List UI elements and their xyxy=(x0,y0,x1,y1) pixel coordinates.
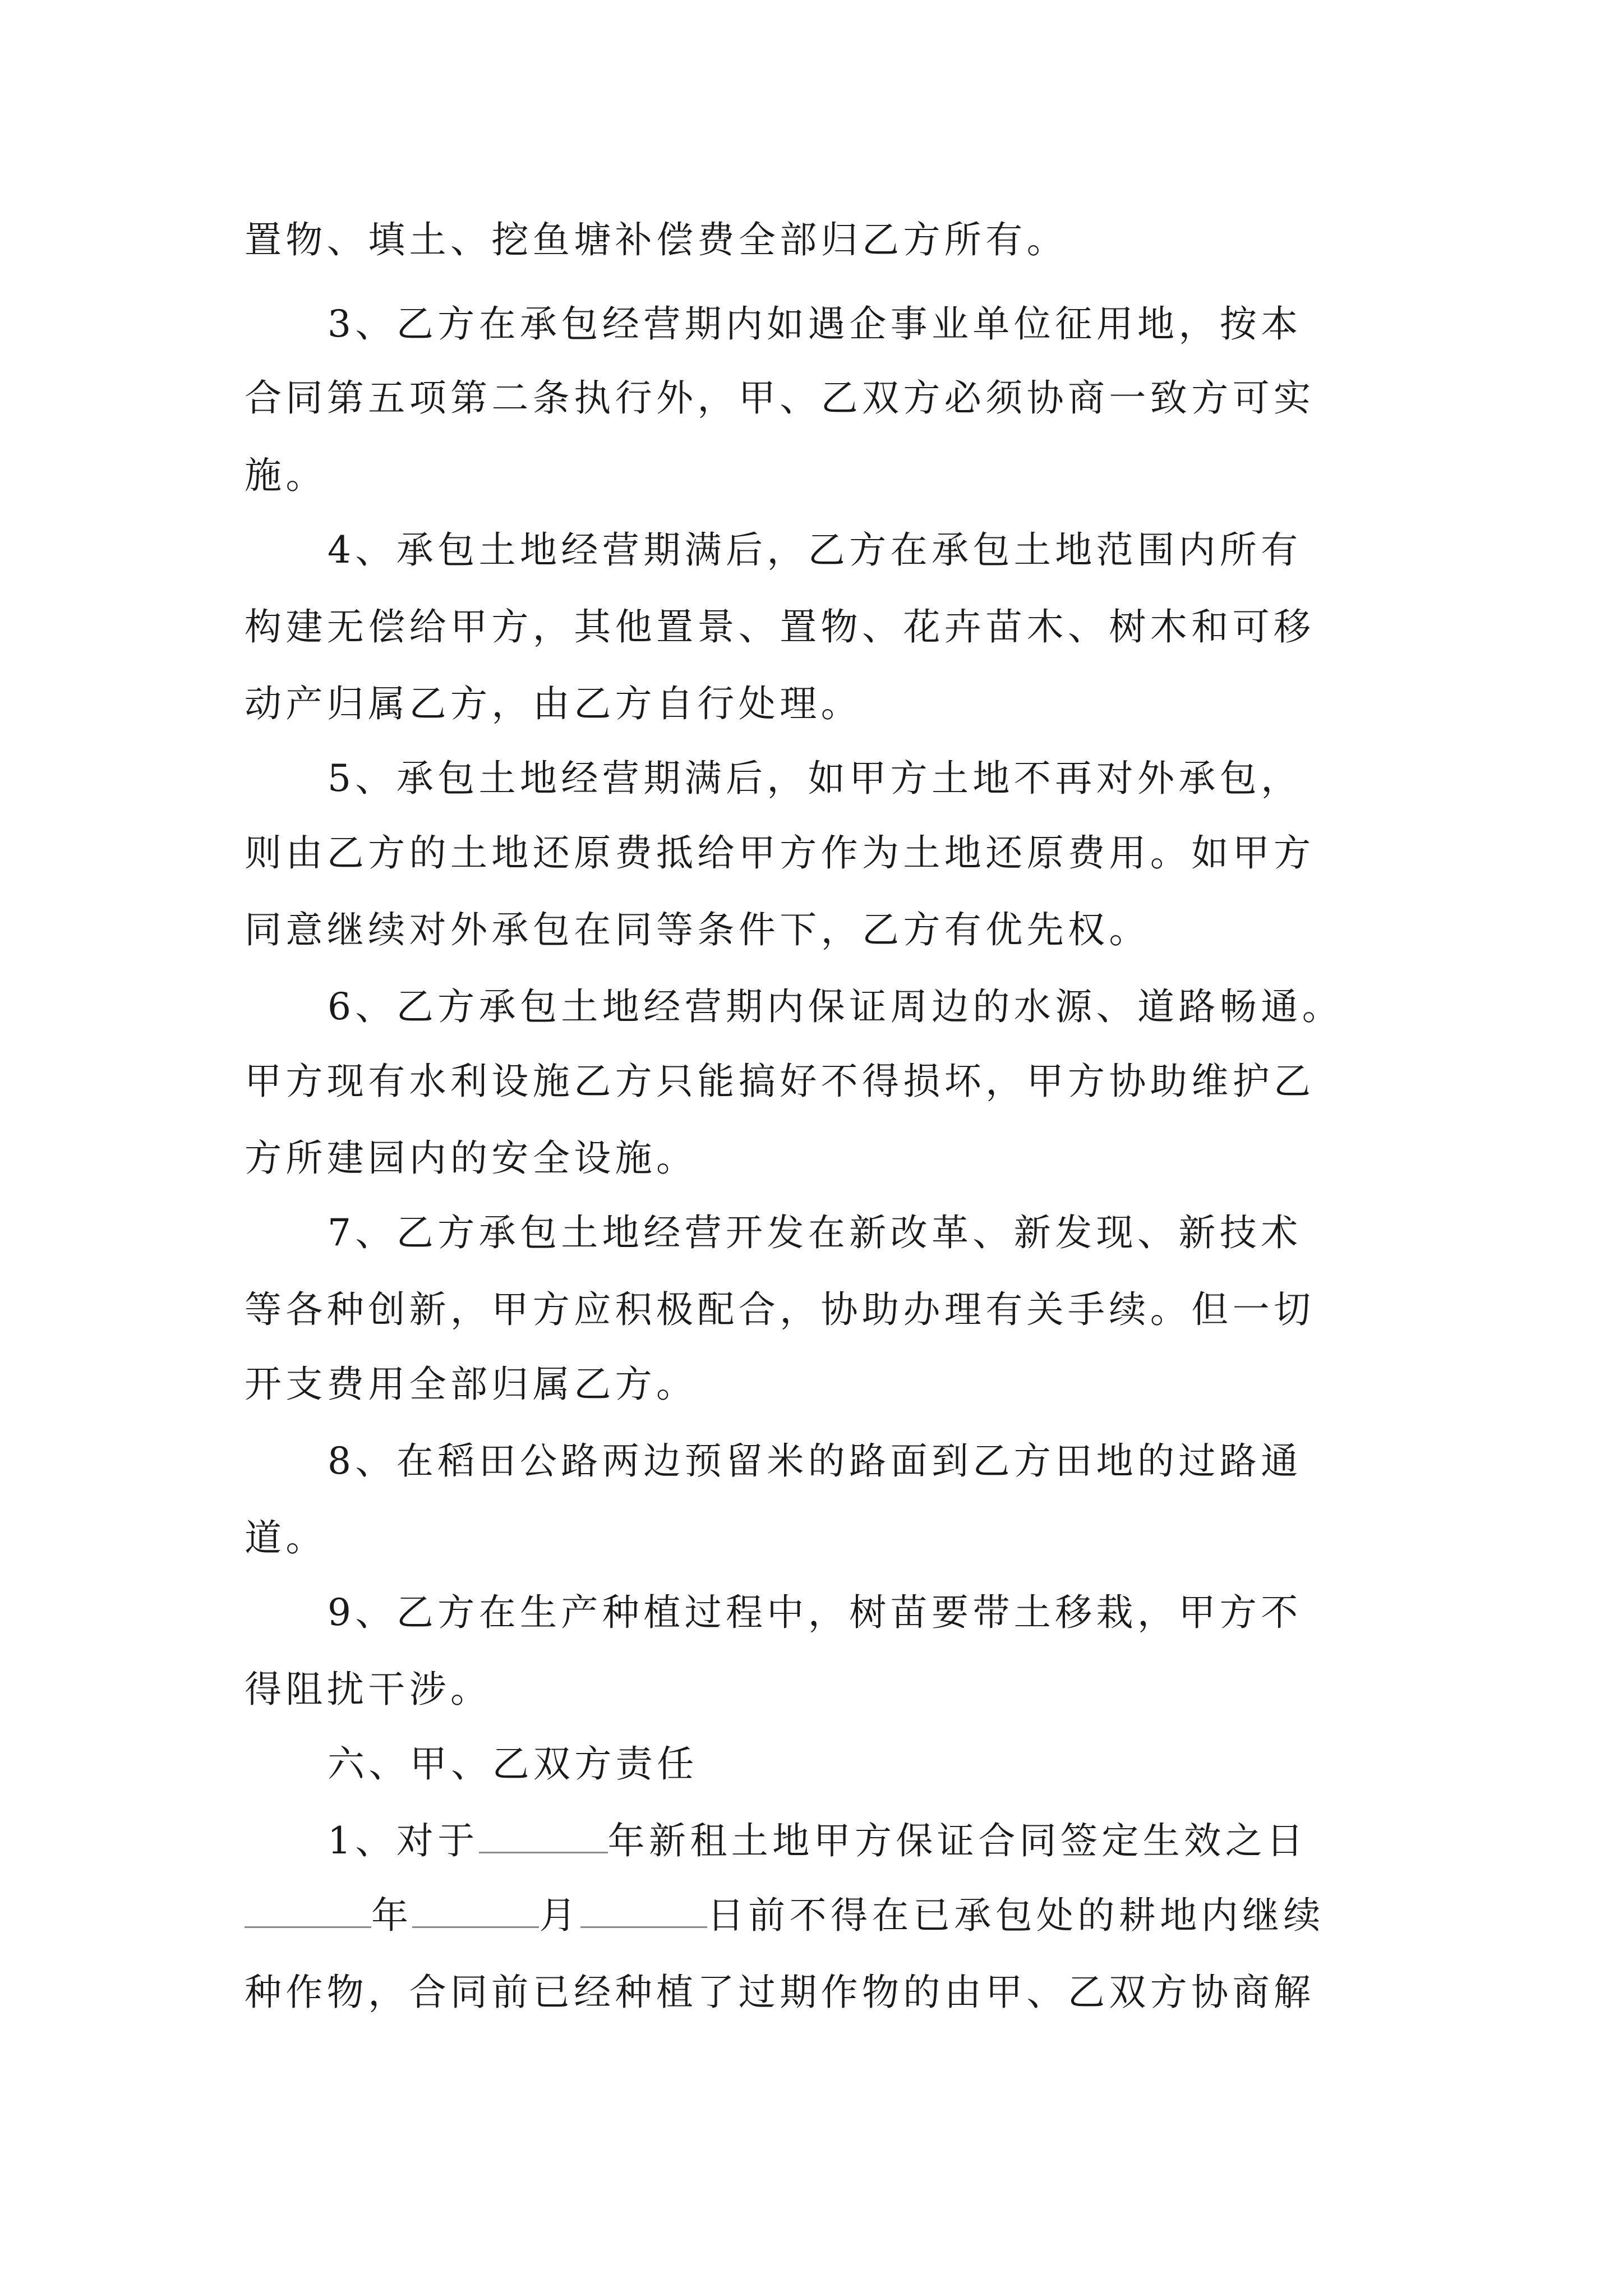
text-line: 等各种创新，甲方应积极配合，协助办理有关手续。但一切 xyxy=(245,1288,1315,1331)
text-line: 则由乙方的土地还原费抵给甲方作为土地还原费用。如甲方 xyxy=(245,831,1315,875)
text-line: 7、乙方承包土地经营开发在新改革、新发现、新技术 xyxy=(328,1211,1302,1254)
text-line: 道。 xyxy=(245,1516,327,1559)
text-line: 置物、填土、挖鱼塘补偿费全部归乙方所有。 xyxy=(245,218,1068,261)
year-blank xyxy=(479,1819,608,1853)
text-fragment: 1、对于 xyxy=(328,1819,479,1862)
month-blank xyxy=(412,1894,539,1928)
month-label: 月 xyxy=(539,1894,580,1937)
text-fragment: 日前不得在已承包处的耕地内继续 xyxy=(707,1894,1325,1937)
text-line: 动产归属乙方，由乙方自行处理。 xyxy=(245,682,862,725)
section-heading: 六、甲、乙双方责任 xyxy=(328,1742,698,1786)
year-blank xyxy=(245,1894,371,1928)
text-line: 构建无偿给甲方，其他置景、置物、花卉苗木、树木和可移 xyxy=(245,605,1315,648)
text-line: 种作物，合同前已经种植了过期作物的由甲、乙双方协商解 xyxy=(245,1971,1315,2014)
text-line: 开支费用全部归属乙方。 xyxy=(245,1363,698,1406)
text-line: 施。 xyxy=(245,454,327,497)
text-line-with-blank xyxy=(328,1816,1393,1866)
text-fragment: 年新租土地甲方保证合同签定生效之日 xyxy=(607,1819,1308,1862)
text-line: 3、乙方在承包经营期内如遇企事业单位征用地，按本 xyxy=(328,302,1302,346)
text-line: 5、承包土地经营期满后，如甲方土地不再对外承包， xyxy=(328,757,1302,800)
text-line: 8、在稻田公路两边预留米的路面到乙方田地的过路通 xyxy=(328,1439,1302,1483)
day-blank xyxy=(580,1894,707,1928)
text-line: 6、乙方承包土地经营期内保证周边的水源、道路畅通。 xyxy=(328,985,1343,1028)
text-line: 得阻扰干涉。 xyxy=(245,1668,492,1711)
text-line-with-blanks xyxy=(245,1890,1389,1941)
text-line: 方所建园内的安全设施。 xyxy=(245,1137,698,1180)
text-line: 9、乙方在生产种植过程中，树苗要带土移栽，甲方不 xyxy=(328,1591,1302,1634)
text-line: 同意继续对外承包在同等条件下，乙方有优先权。 xyxy=(245,908,1150,951)
year-label: 年 xyxy=(371,1894,413,1937)
text-line: 4、承包土地经营期满后，乙方在承包土地范围内所有 xyxy=(328,528,1302,572)
text-line: 甲方现有水利设施乙方只能搞好不得损坏，甲方协助维护乙 xyxy=(245,1060,1315,1103)
text-line: 合同第五项第二条执行外，甲、乙双方必须协商一致方可实 xyxy=(245,376,1315,420)
